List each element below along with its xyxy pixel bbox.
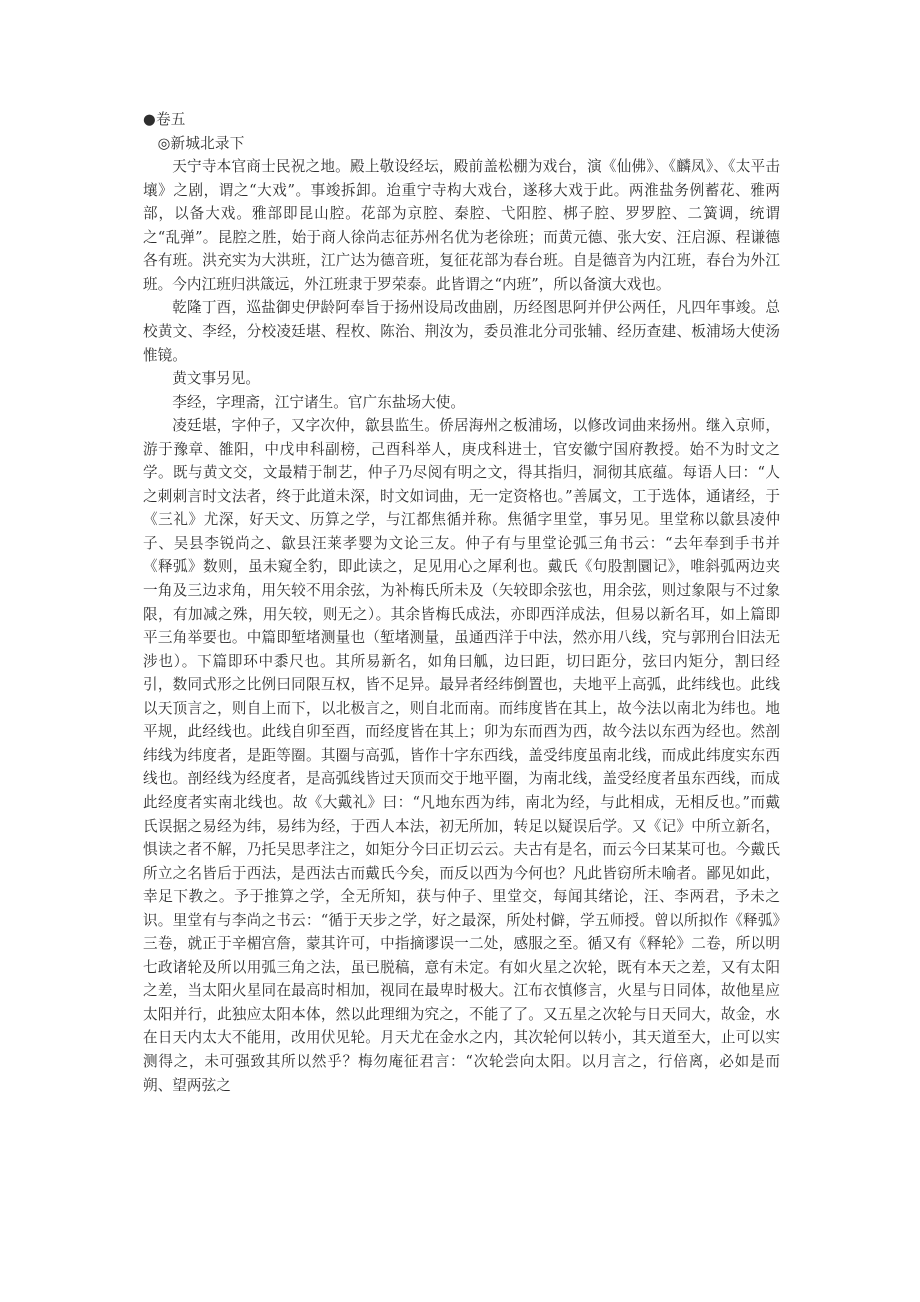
paragraph: 李经，字理斋，江宁诸生。官广东盐场大使。 [172, 393, 466, 411]
document-content [143, 108, 780, 1097]
volume-title: 卷五 [155, 111, 186, 128]
volume-bullet-icon: ● [143, 111, 156, 128]
paragraph: 凌廷堪，字仲子，又字次仲，歙县监生。侨居海州之板浦场，以修改词曲来扬州。继入京师，游于豫章、雒阳，中戊申科副榜，己酉科举人，庚戌科进士，官安徽宁国府教授。始不为时文之学。既与黄文交，文最精于制艺，仲子乃尽阅有明之文，得其指归，洞彻其底蕴。每语人曰：“人之刺刺言时文法者，终于此道未深，时文如词曲，无一定资格也。”善属文，工于选体，通诸经，于《三礼》尤深，好天文、历算之学，与江都焦循并称。焦循字里堂，事另见。里堂称以歙县凌仲子、吴县李锐尚之、歙县汪莱孝婴为文论三友。仲子有与里堂论弧三角书云：“去年奉到手书并《释弧》数则，虽未窥全豹，即此读之，足见用心之犀利也。戴氏《句股割圜记》，唯斜弧两边夹一角及三边求角，用矢较不用余弦，为补梅氏所未及（矢较即余弦也，用余弦，则过象限与不过象限，有加减之殊，用矢较，则无之）。其余皆梅氏成法，亦即西洋成法，但易以新名耳，如上篇即平三角举要也。中篇即堑堵测量也（堑堵测量，虽通西洋于中法，然亦用八线，究与郭刑台旧法无涉也）。下篇即环中黍尺也。其所易新名，如角曰觚，边曰距，切曰距分，弦曰内矩分，割曰经引，数同式形之比例曰同限互权，皆不足异。最异者经纬倒置也，夫地平上高弧，此纬线也。此线以天顶言之，则自上而下，以北极言之，则自北而南。而纬度皆在其上，故今法以南北为纬也。地平规，此经线也。此线自卯至酉，而经度皆在其上；卯为东而酉为西，故今法以东西为经也。然剖纬线为纬度者，是距等圈。其圈与高弧，皆作十字东西线，盖受纬度虽南北线，而成此纬度实东西线也。剖经线为经度者，是高弧线皆过天顶而交于地平圈，为南北线，盖受经度者虽东西线，而成此经度者实南北线也。故《大戴礼》曰：“凡地东西为纬，南北为经，与此相成，无相反也。”而戴氏误据之易经为纬，易纬为经，于西人本法，初无所加，转足以疑误后学。又《记》中所立新名，惧读之者不解，乃托吴思孝注之，如矩分今曰正切云云。夫古有是名，而云今曰某某可也。今戴氏所立之名皆后于西法，是西法古而戴氏今矣，而反以西为今何也？凡此皆窃所未喻者。鄙见如此，幸足下教之。予于推算之学，全无所知，获与仲子、里堂交，每闻其绪论，汪、李两君，予未之识。里堂有与李尚之书云：“循于天步之学，好之最深，所处村僻，学五师授。曾以所拟作《释弧》三卷，就正于辛楣宫詹，蒙其许可，中指摘谬误一二处，感服之至。循又有《释轮》二卷，所以明七政诸轮及所以用弧三角之法，虽已脱稿，意有未定。有如火星之次轮，既有本天之差，又有太阳之差，当太阳火星同在最高时相加，视同在最卑时极大。江布衣慎修言，火星与日同体，故他星应太阳并行，此独应太阳本体，然以此理细为究之，不能了了。又五星之次轮与日天同大，故金，水在日天内太大不能用，改用伏见轮。月天尤在金水之内，其次轮何以转小，其天道至大，止可以实测得之，未可强致其所以然乎？梅勿庵征君言：“次轮尝向太阳。以月言之，行倍离，必如是而朔、望两弦之 [143, 417, 780, 1094]
volume-heading [143, 108, 780, 132]
section-title: 新城北录下 [170, 134, 245, 152]
paragraph: 乾隆丁酉，巡盐御史伊龄阿奉旨于扬州设局改曲剧，历经图思阿并伊公两任，凡四年事竣。总校黄文、李经，分校凌廷堪、程枚、陈治、荆汝为，委员淮北分司张辅、经历查建、板浦场大使汤惟镜。 [143, 299, 780, 364]
section-circle-icon: ◎ [157, 134, 171, 152]
paragraph: 黄文事另见。 [172, 370, 261, 388]
paragraph: 天宁寺本官商士民祝之地。殿上敬设经坛，殿前盖松棚为戏台，演《仙佛》、《麟凤》、《太平击壤》之剧，谓之“大戏”。事竣拆卸。迨重宁寺构大戏台，遂移大戏于此。两淮盐务例蓄花、雅两部，以备大戏。雅部即昆山腔。花部为京腔、秦腔、弋阳腔、梆子腔、罗罗腔、二簧调，统谓之“乱弹”。昆腔之胜，始于商人徐尚志征苏州名优为老徐班；而黄元德、张大安、汪启源、程谦德各有班。洪充实为大洪班，江广达为德音班，复征花部为春台班。自是德音为内江班，春台为外江班。今内江班归洪箴远，外江班隶于罗荣泰。此皆谓之“内班”，所以备演大戏也。 [143, 158, 780, 293]
section-heading [143, 132, 780, 156]
